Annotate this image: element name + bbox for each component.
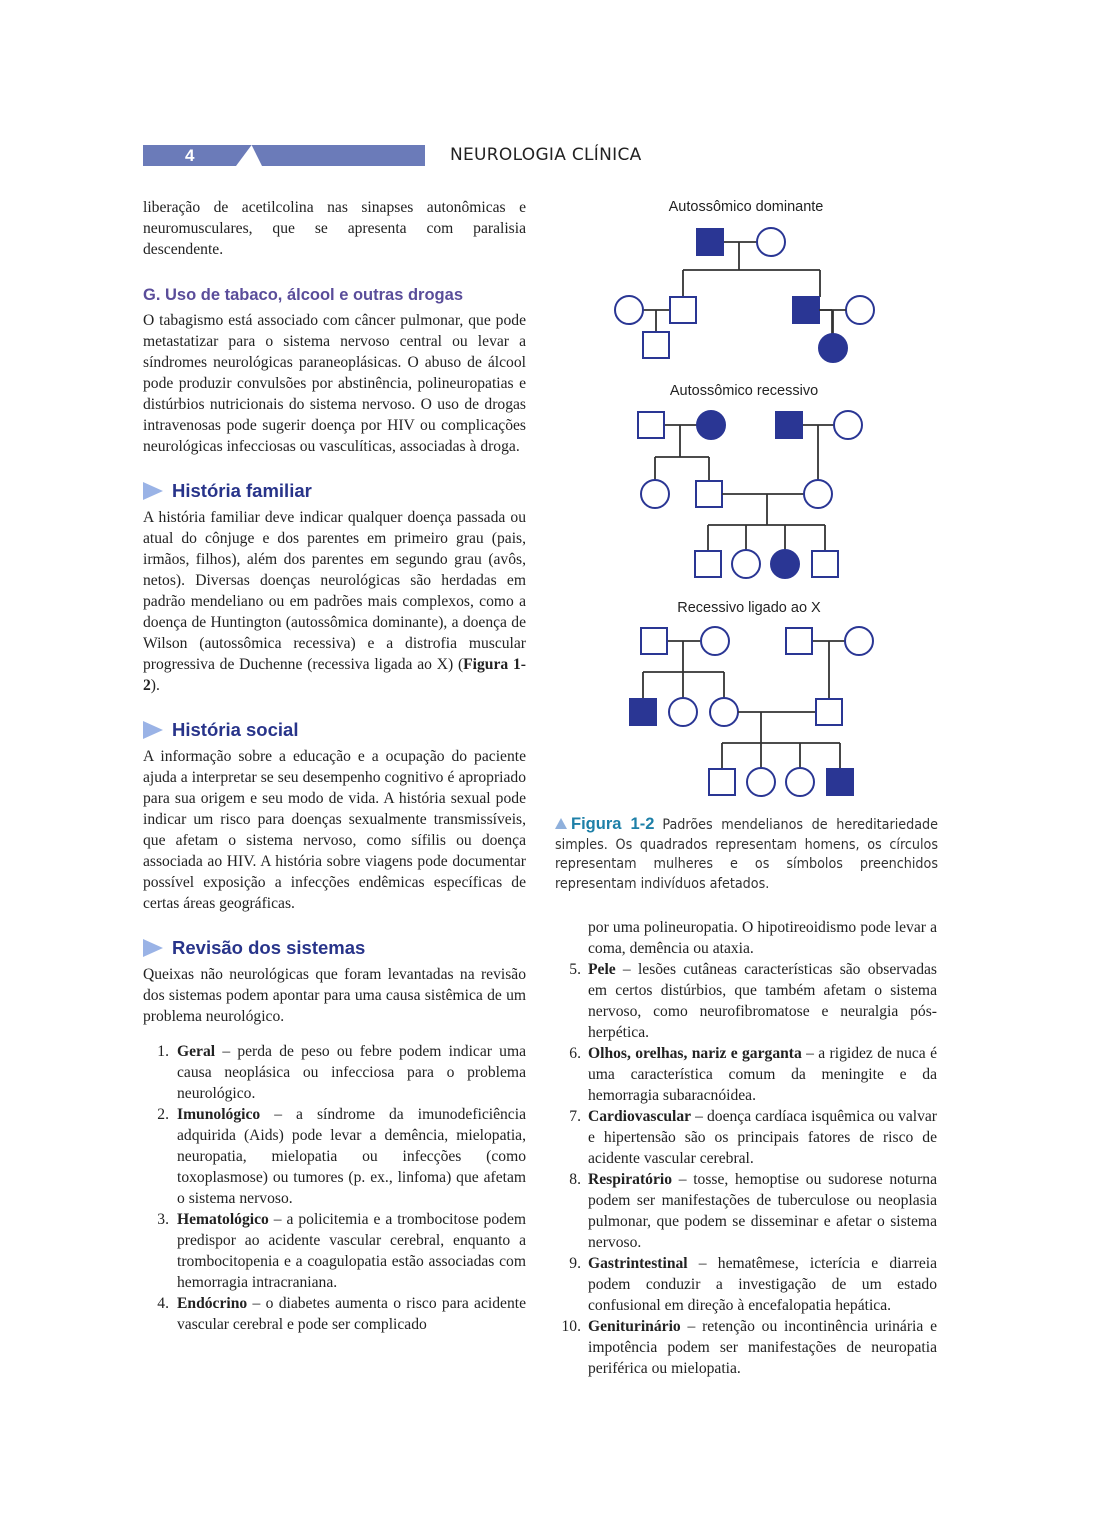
female-circle [732, 550, 760, 578]
item-number: 7. [569, 1108, 581, 1125]
female-circle [846, 296, 874, 324]
affected-female-circle [771, 550, 799, 578]
list-item [555, 1106, 937, 1169]
item-text: – a síndrome da imunodeficiência adquirida (Aids) pode levar a demência, mielopatia, neuropatia, mielopatia ou infecções (como toxoplasmose) ou tumores (p. ex., linfoma) que afetam o sistema nervoso. [177, 1106, 526, 1207]
female-circle [845, 627, 873, 655]
list-item [555, 1043, 937, 1106]
affected-male-square [776, 412, 802, 438]
title-autosomal-dominant: Autossômico dominante [668, 199, 824, 215]
affected-male-square [630, 699, 656, 725]
item-text: – doença cardíaca isquêmica ou valvar e hipertensão são os principais fatores de risco de acidente vascular cerebral. [588, 1108, 937, 1167]
item-term: Cardiovascular [588, 1108, 692, 1125]
item-number: 10. [561, 1318, 581, 1335]
item-text: – o diabetes aumenta o risco para acidente vascular cerebral e pode ser complicado [177, 1295, 526, 1333]
caption-text: Padrões mendelianos de hereditariedade simples. Os quadrados representam homens, os círculos representam mulheres e os símbolos preenchidos representam indivíduos afetados. [555, 817, 938, 892]
item-text: – tosse, hemoptise ou sudorese noturna podem ser manifestações de tuberculose ou neoplasia pulmonar, que podem se disseminar e afetar o sistema nervoso. [588, 1171, 937, 1251]
title-x-linked-recessive: Recessivo ligado ao X [677, 600, 821, 616]
female-circle [804, 480, 832, 508]
pedigree-figure [555, 195, 955, 800]
family-text-end: ). [150, 677, 160, 694]
section-arrow-icon [143, 721, 163, 739]
female-circle [786, 768, 814, 796]
family-text: A história familiar deve indicar qualquer doença passada ou atual do cônjuge e dos parentes em primeiro grau (pais, irmãos, filhos), além dos parentes em segundo grau (avôs, netos). Diversas doenças neurológicas são herdadas em padrão mendeliano ou em padrões mais complexos, como a doença de Huntington (autossômica dominante), a doença de Wilson (autossômica recessiva) e a distrofia muscular progressiva de Duchenne (recessiva ligada ao X) ( [143, 509, 526, 673]
section-title: História familiar [172, 480, 312, 501]
item-text: – a rigidez de nuca é uma característica comum da meningite e da hemorragia subaracnóidea. [588, 1045, 937, 1104]
item-term: Olhos, orelhas, nariz e garganta [588, 1045, 802, 1062]
systems-list-left [143, 1041, 526, 1335]
item-term: Hematológico [177, 1211, 269, 1228]
affected-female-circle [697, 411, 725, 439]
item-term: Geral [177, 1043, 216, 1060]
affected-male-square [697, 229, 723, 255]
family-paragraph [143, 507, 526, 696]
title-autosomal-recessive: Autossômico recessivo [669, 383, 819, 399]
item-term: Imunológico [177, 1106, 261, 1123]
section-arrow-icon [143, 939, 163, 957]
male-square [638, 412, 664, 438]
male-square [643, 332, 669, 358]
list-item [143, 1104, 526, 1209]
female-circle [701, 627, 729, 655]
section-social-history [143, 718, 526, 742]
affected-male-square [827, 769, 853, 795]
section-arrow-icon [143, 482, 163, 500]
review-paragraph: Queixas não neurológicas que foram levantadas na revisão dos sistemas podem apontar para uma causa sistêmica de um problema neurológico. [143, 966, 526, 1025]
social-paragraph: A informação sobre a educação e a ocupação do paciente ajuda a interpretar se seu desempenho cognitivo é apropriado para sua origem e seu modo de vida. A história sexual pode indicar um risco para doenças sexualmente transmissíveis, que afetam o sistema nervoso, como sífilis ou doença associada ao HIV. A história sobre viagens pode documentar possível exposição a infecções endêmicas específicas de certas áreas geográficas. [143, 748, 526, 912]
section-family-history [143, 479, 526, 503]
female-circle [641, 480, 669, 508]
section-title: História social [172, 719, 299, 740]
section-title: Revisão dos sistemas [172, 937, 366, 958]
item-term: Geniturinário [588, 1318, 681, 1335]
item-text: – lesões cutâneas características são observadas em certos distúrbios, que também afetam o sistema nervoso, como neurofibromatose e neuralgia pós-herpética. [588, 961, 937, 1041]
item-number: 5. [569, 961, 581, 978]
item-text: – hematêmese, icterícia e diarreia podem conduzir a investigação de um estado confusional em direção à encefalopatia hepática. [588, 1255, 937, 1314]
item-term: Respiratório [588, 1171, 673, 1188]
item-number: 3. [157, 1211, 169, 1228]
list-item [555, 959, 937, 1043]
male-square [812, 551, 838, 577]
male-square [709, 769, 735, 795]
male-square [695, 551, 721, 577]
continuation-paragraph: por uma polineuropatia. O hipotireoidismo pode levar a coma, demência ou ataxia. [588, 919, 937, 957]
male-square [786, 628, 812, 654]
left-column [143, 197, 526, 1335]
right-column [555, 917, 937, 1379]
subhead-tobacco: G. Uso de tabaco, álcool e outras drogas [143, 286, 463, 304]
list-item [555, 1169, 937, 1253]
item-number: 9. [569, 1255, 581, 1272]
female-circle [615, 296, 643, 324]
systems-list-right [555, 959, 937, 1379]
list-item [555, 1253, 937, 1316]
affected-female-circle [819, 334, 847, 362]
female-circle [710, 698, 738, 726]
section-systems-review [143, 936, 526, 960]
item-term: Endócrino [177, 1295, 248, 1312]
intro-paragraph: liberação de acetilcolina nas sinapses autonômicas e neuromusculares, que se apresenta com paralisia descendente. [143, 199, 526, 258]
item-term: Pele [588, 961, 616, 978]
item-number: 8. [569, 1171, 581, 1188]
item-term: Gastrintestinal [588, 1255, 688, 1272]
female-circle [669, 698, 697, 726]
female-circle [834, 411, 862, 439]
list-item [555, 1316, 937, 1379]
item-text: – perda de peso ou febre podem indicar uma causa neoplásica ou infecciosa para o problema neurológico. [177, 1043, 526, 1102]
item-number: 6. [569, 1045, 581, 1062]
list-item [143, 1209, 526, 1293]
female-circle [757, 228, 785, 256]
item-text: – retenção ou incontinência urinária e impotência podem ser manifestações de neuropatia periférica ou mielopatia. [588, 1318, 937, 1377]
item-number: 4. [157, 1295, 169, 1312]
running-title: NEUROLOGIA CLÍNICA [450, 145, 642, 165]
list-item [143, 1041, 526, 1104]
female-circle [747, 768, 775, 796]
male-square [641, 628, 667, 654]
male-square [696, 481, 722, 507]
item-text: – a policitemia e a trombocitose podem predispor ao acidente vascular cerebral, enquanto a trombocitopenia e a coagulopatia estão associadas com hemorragia intracraniana. [177, 1211, 526, 1291]
pedigree-diagram [555, 195, 955, 800]
figure-reference: Figura 1-2 [143, 656, 526, 694]
item-number: 2. [157, 1106, 169, 1123]
list-item [143, 1293, 526, 1335]
caption-triangle-icon [555, 818, 567, 829]
male-square [670, 297, 696, 323]
page-number: 4 [185, 146, 195, 165]
caption-label: Figura 1-2 [571, 815, 655, 833]
affected-male-square [793, 297, 819, 323]
tobacco-paragraph: O tabagismo está associado com câncer pulmonar, que pode metastatizar para o sistema nervoso central ou levar a síndromes neurológicas paraneoplásicas. O abuso de álcool pode produzir convulsões por abstinência, polineuropatias e distúrbios nutricionais do sistema nervoso. O uso de drogas intravenosas pode sugerir doença por HIV ou complicações neurológicas infecciosas ou vasculíticas, associadas à droga. [143, 312, 526, 455]
male-square [816, 699, 842, 725]
figure-caption [555, 815, 938, 894]
item-number: 1. [157, 1043, 169, 1060]
